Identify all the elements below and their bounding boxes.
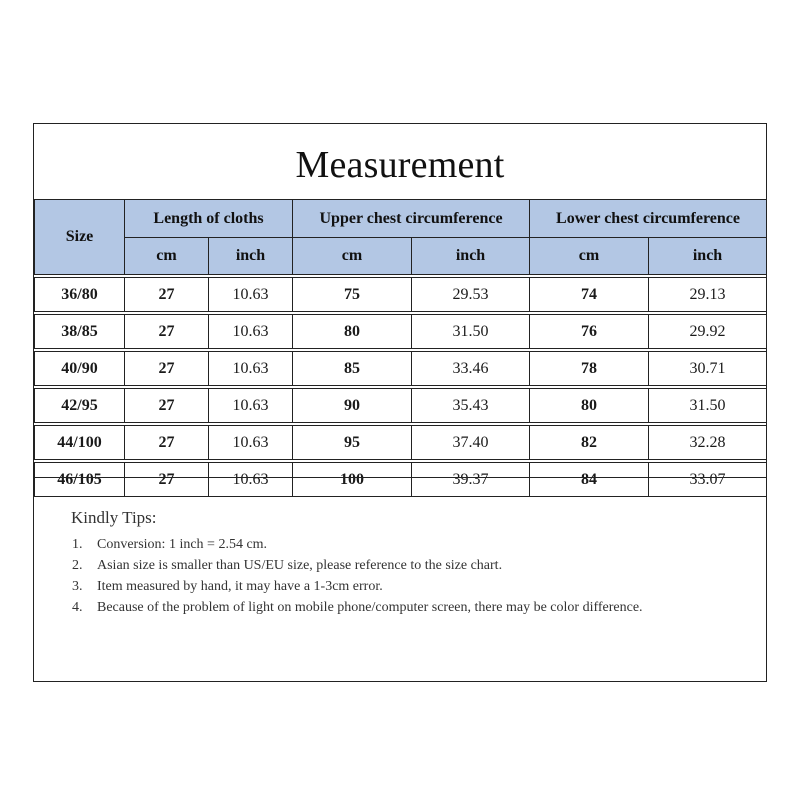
value-cell: 32.28 <box>649 426 767 460</box>
value-cell: 10.63 <box>209 315 293 349</box>
value-cell: 31.50 <box>412 315 530 349</box>
tip-text: Because of the problem of light on mobile phone/computer screen, there may be color difference. <box>97 600 643 615</box>
tip-number: 3. <box>72 579 83 594</box>
value-cell: 84 <box>530 463 649 497</box>
size-table <box>34 199 767 497</box>
value-cell: 35.43 <box>412 389 530 423</box>
size-cell: 46/105 <box>35 463 125 497</box>
value-cell: 29.92 <box>649 315 767 349</box>
unit-header: inch <box>412 238 530 275</box>
value-cell: 39.37 <box>412 463 530 497</box>
tip-item <box>72 597 692 618</box>
value-cell: 76 <box>530 315 649 349</box>
value-cell: 74 <box>530 278 649 312</box>
unit-header: inch <box>649 238 767 275</box>
size-cell: 40/90 <box>35 352 125 386</box>
value-cell: 27 <box>125 352 209 386</box>
tip-text: Asian size is smaller than US/EU size, please reference to the size chart. <box>97 558 503 573</box>
size-cell: 38/85 <box>35 315 125 349</box>
table-row <box>35 389 767 423</box>
group-header-upper-chest: Upper chest circumference <box>293 200 530 238</box>
size-header: Size <box>35 200 125 275</box>
unit-header: cm <box>530 238 649 275</box>
value-cell: 33.07 <box>649 463 767 497</box>
table-row <box>35 463 767 497</box>
value-cell: 30.71 <box>649 352 767 386</box>
value-cell: 10.63 <box>209 278 293 312</box>
tip-number: 4. <box>72 600 83 615</box>
value-cell: 78 <box>530 352 649 386</box>
tip-text: Item measured by hand, it may have a 1-3cm error. <box>97 579 383 594</box>
value-cell: 95 <box>293 426 412 460</box>
value-cell: 29.53 <box>412 278 530 312</box>
table-body <box>35 275 767 497</box>
header-row-units <box>35 238 767 275</box>
group-header-length: Length of cloths <box>125 200 293 238</box>
value-cell: 27 <box>125 463 209 497</box>
value-cell: 10.63 <box>209 389 293 423</box>
size-cell: 44/100 <box>35 426 125 460</box>
value-cell: 80 <box>293 315 412 349</box>
table-row <box>35 426 767 460</box>
tips-title: Kindly Tips: <box>71 508 157 527</box>
size-cell: 36/80 <box>35 278 125 312</box>
unit-header: cm <box>293 238 412 275</box>
value-cell: 85 <box>293 352 412 386</box>
tip-item <box>72 534 692 555</box>
value-cell: 31.50 <box>649 389 767 423</box>
value-cell: 82 <box>530 426 649 460</box>
value-cell: 75 <box>293 278 412 312</box>
size-chart-frame <box>33 123 767 682</box>
value-cell: 10.63 <box>209 352 293 386</box>
value-cell: 10.63 <box>209 426 293 460</box>
value-cell: 100 <box>293 463 412 497</box>
value-cell: 27 <box>125 389 209 423</box>
value-cell: 37.40 <box>412 426 530 460</box>
size-cell: 42/95 <box>35 389 125 423</box>
tips-list <box>72 534 692 618</box>
table-row <box>35 352 767 386</box>
value-cell: 33.46 <box>412 352 530 386</box>
value-cell: 90 <box>293 389 412 423</box>
unit-header: inch <box>209 238 293 275</box>
tip-item <box>72 555 692 576</box>
tip-text: Conversion: 1 inch = 2.54 cm. <box>97 537 268 552</box>
value-cell: 27 <box>125 278 209 312</box>
tip-number: 2. <box>72 558 83 573</box>
group-header-lower-chest: Lower chest circumference <box>530 200 767 238</box>
tip-item <box>72 576 692 597</box>
page-title: Measurement <box>295 144 505 186</box>
tip-number: 1. <box>72 537 83 552</box>
value-cell: 10.63 <box>209 463 293 497</box>
value-cell: 27 <box>125 315 209 349</box>
unit-header: cm <box>125 238 209 275</box>
table-row <box>35 315 767 349</box>
table-row <box>35 278 767 312</box>
header-row-groups <box>35 200 767 238</box>
value-cell: 80 <box>530 389 649 423</box>
value-cell: 27 <box>125 426 209 460</box>
value-cell: 29.13 <box>649 278 767 312</box>
